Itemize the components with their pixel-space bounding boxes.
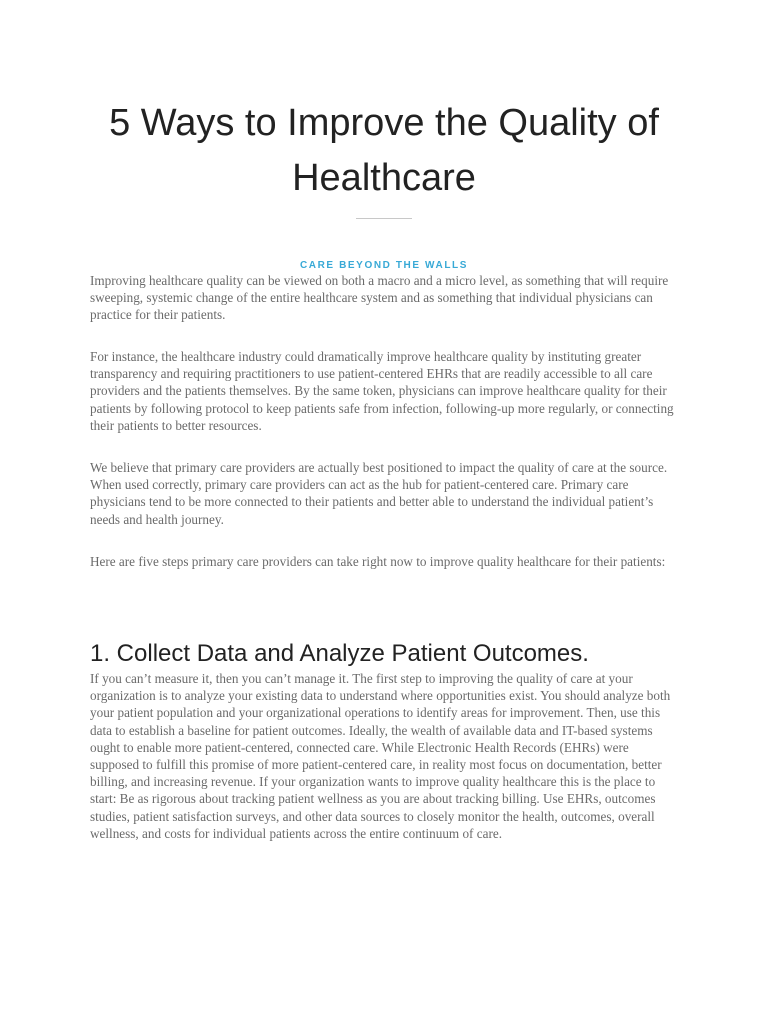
title-divider (356, 218, 412, 219)
article-title: 5 Ways to Improve the Quality of Healthcare (109, 102, 659, 199)
section-kicker: CARE BEYOND THE WALLS (299, 260, 469, 271)
intro-paragraph-3: We believe that primary care providers are actually best positioned to impact the quality of care at the source. When used correctly, primary care providers can act as the hub for patient-centered care. Primary care physicians tend to be more connected to their patients and better able to understand the individual patient’s needs and health journey. (90, 460, 668, 527)
intro-paragraph-4: Here are five steps primary care providers can take right now to improve quality healthcare for their patients: (90, 554, 666, 569)
intro-paragraph-2: For instance, the healthcare industry could dramatically improve healthcare quality by instituting greater transparency and requiring practitioners to use patient-centered EHRs that are readily accessible to all care providers and the patients themselves. By the same token, physicians can improve healthcare quality for their patients by following protocol to keep patients safe from infection, following-up more regularly, or connecting their patients to better resources. (90, 349, 674, 433)
intro-paragraph-1: Improving healthcare quality can be viewed on both a macro and a micro level, as something that will require sweeping, systemic change of the entire healthcare system and as something that individual physicians can practice for their patients. (90, 273, 669, 323)
section-1-body: If you can’t measure it, then you can’t manage it. The first step to improving the quality of care at your organization is to analyze your existing data to understand where opportunities exist. You should analyze both your patient population and your organizational operations to identify areas for improvement. Then, use this data to establish a baseline for patient outcomes. Ideally, the wealth of available data and IT-based systems ought to enable more patient-centered, connected care. While Electronic Health Records (EHRs) were supposed to fulfill this promise of more patient-centered care, in reality most focus on documentation, better billing, and increasing revenue. If your organization wants to improve quality healthcare this is the place to start: Be as rigorous about tracking patient wellness as you are about tracking billing. Use EHRs, outcomes studies, patient satisfaction surveys, and other data sources to closely monitor the health, outcomes, overall wellness, and costs for individual patients across the entire continuum of care. (90, 671, 671, 841)
section-1-heading: 1. Collect Data and Analyze Patient Outcomes. (90, 640, 589, 667)
